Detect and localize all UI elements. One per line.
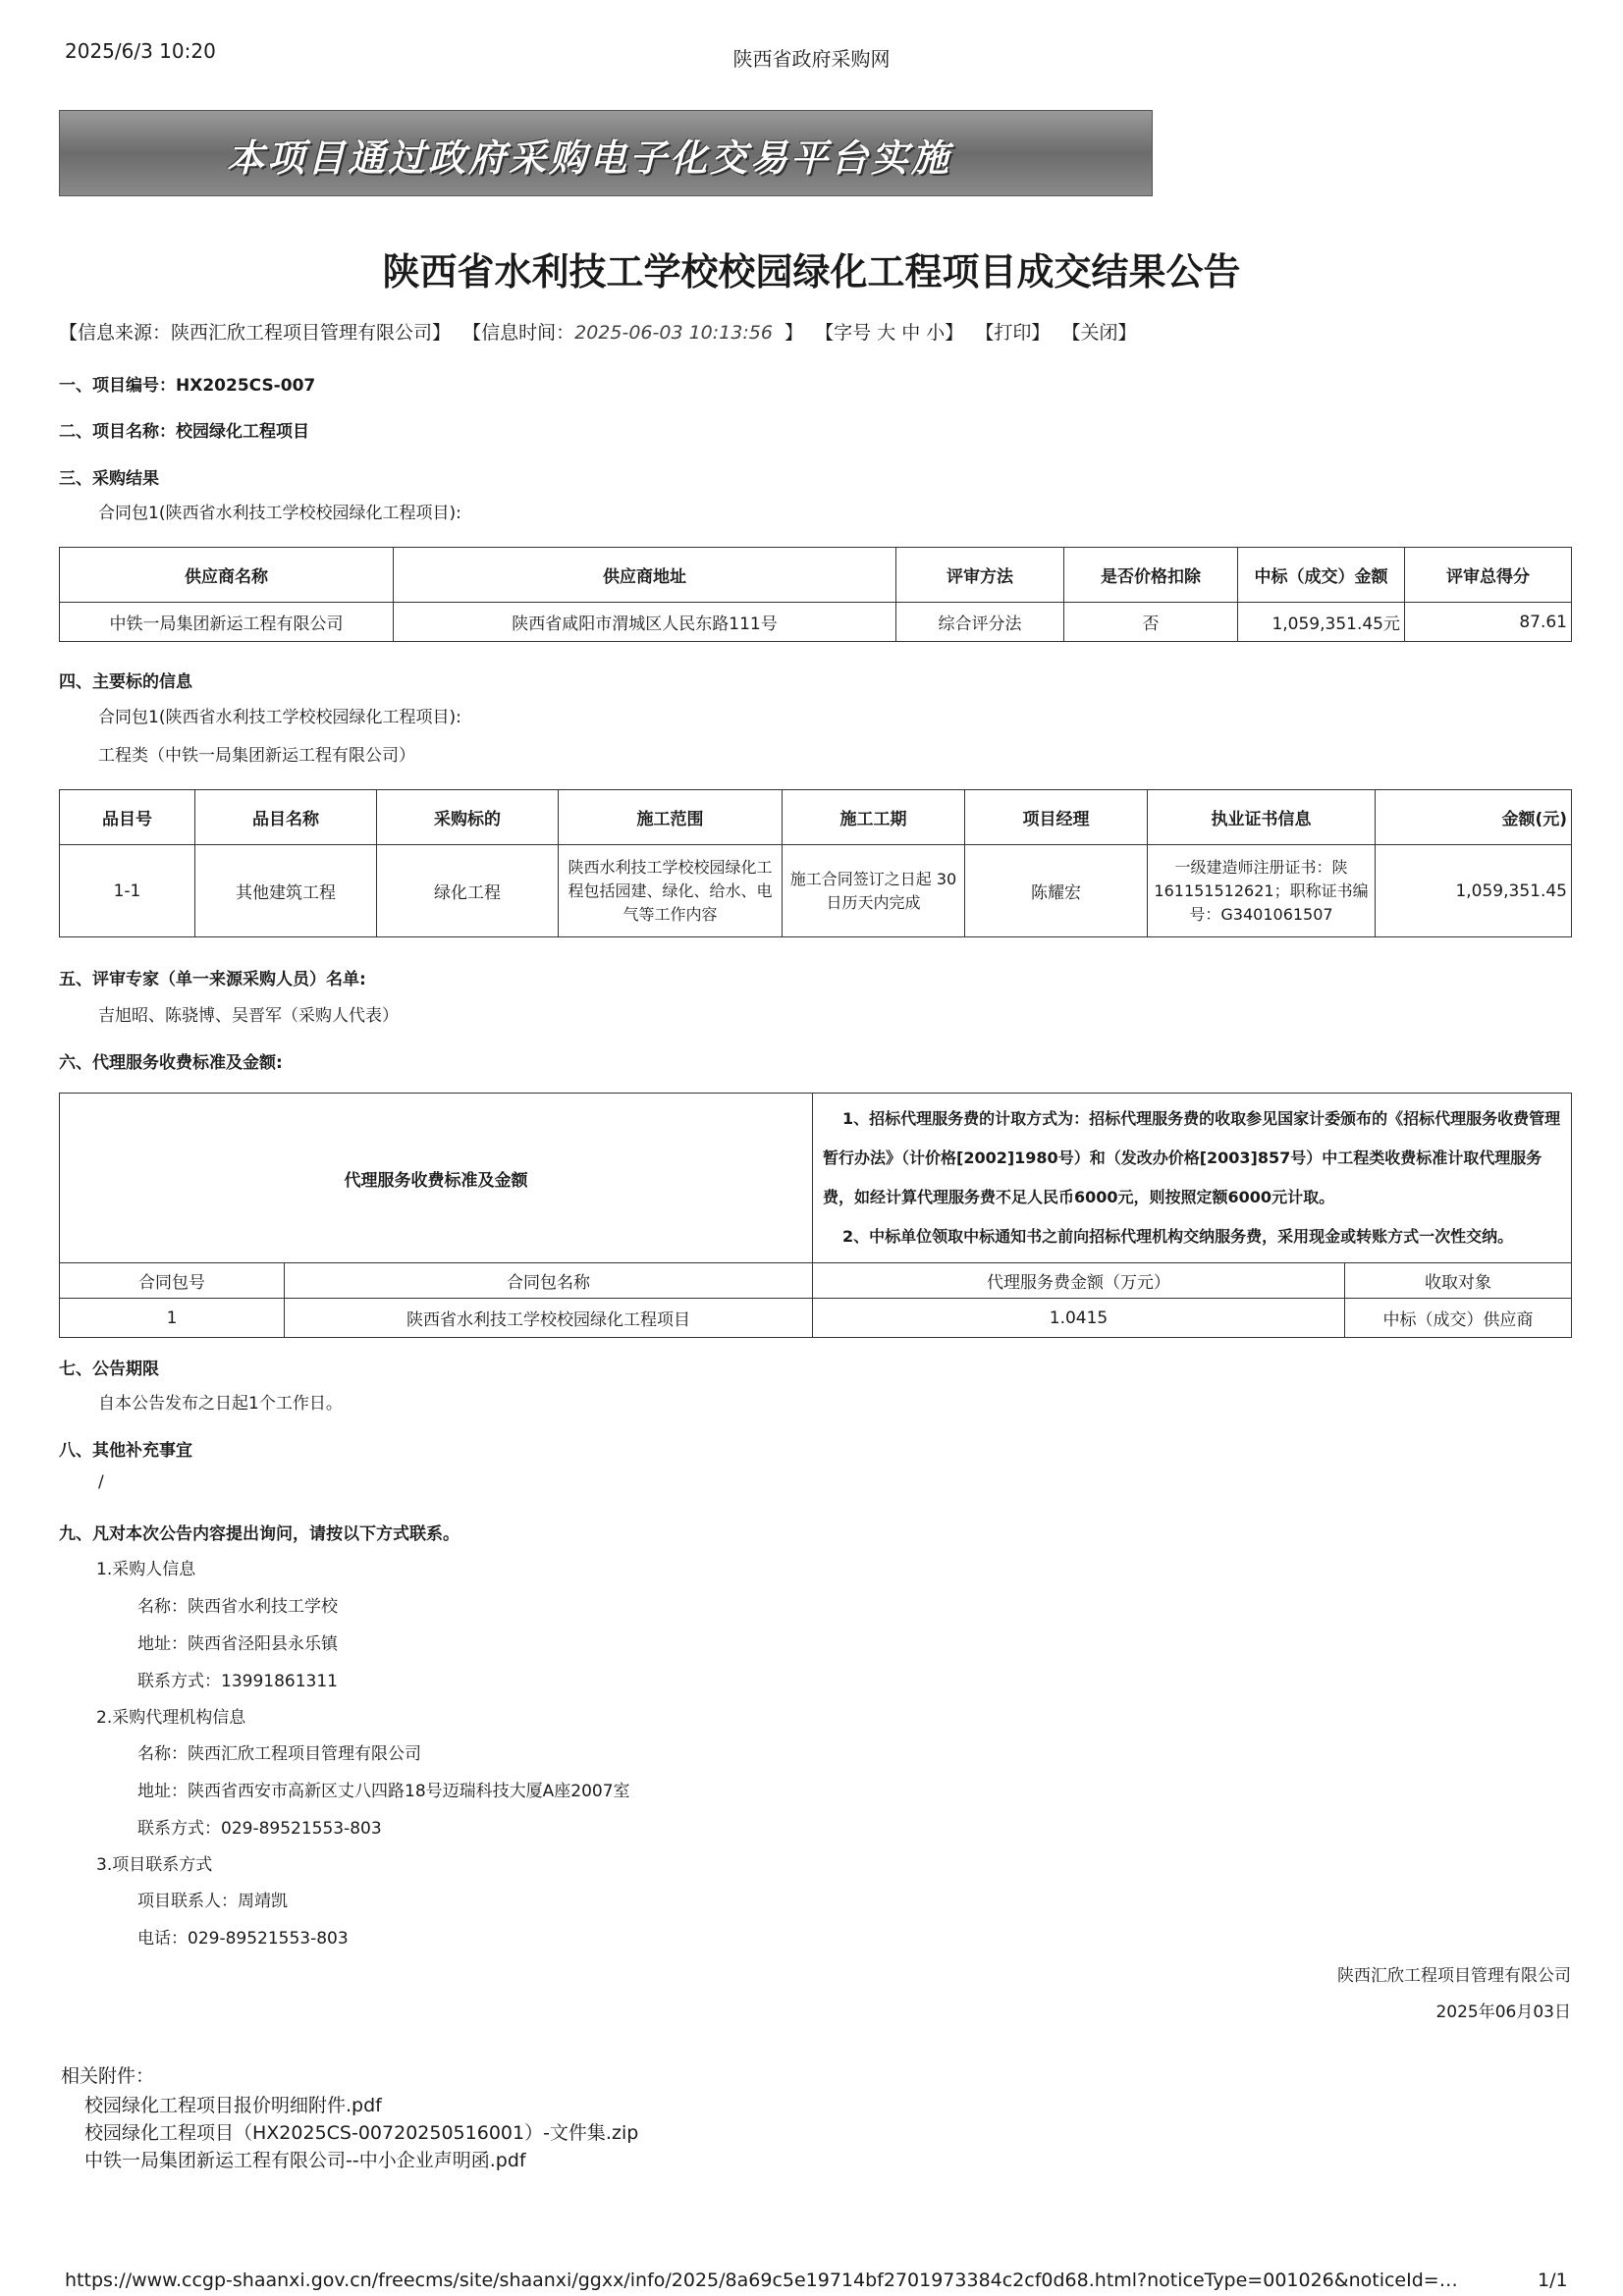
announcement-period-heading: 七、公告期限: [59, 1360, 159, 1379]
announcement-period-text: 自本公告发布之日起1个工作日。: [98, 1394, 343, 1414]
col-procurement-subject: 采购标的: [377, 790, 559, 845]
fee-standard-label: 代理服务收费标准及金额: [60, 1094, 813, 1263]
signature-org: 陕西汇欣工程项目管理有限公司: [1337, 1966, 1571, 1986]
agency-address: 地址：陕西省西安市高新区丈八四路18号迈瑞科技大厦A座2007室: [137, 1782, 630, 1801]
print-datetime: 2025/6/3 10:20: [65, 39, 216, 63]
agency-info-title: 2.采购代理机构信息: [96, 1708, 246, 1728]
font-size-control[interactable]: 【字号 大 中 小】: [815, 322, 964, 344]
result-table-header: [60, 548, 1572, 603]
table-row: [60, 603, 1572, 642]
col-package-no: 合同包号: [60, 1263, 285, 1299]
purchaser-address: 地址：陕西省泾阳县永乐镇: [137, 1634, 338, 1654]
other-matters-text: /: [98, 1472, 104, 1492]
print-site-name: 陕西省政府采购网: [732, 47, 891, 71]
construction-period: 施工合同签订之日起 30 日历天内完成: [783, 845, 965, 937]
item-amount: 1,059,351.45: [1376, 845, 1572, 937]
item-name: 其他建筑工程: [195, 845, 377, 937]
certificate-info: 一级建造师注册证书：陕161151512621；职称证书编号：G3401061507: [1148, 845, 1376, 937]
purchaser-phone: 联系方式：13991861311: [137, 1672, 338, 1691]
project-contact-title: 3.项目联系方式: [96, 1855, 213, 1875]
item-table: [59, 789, 1572, 937]
col-construction-scope: 施工范围: [559, 790, 783, 845]
procurement-result-heading: 三、采购结果: [59, 469, 159, 489]
col-amount: 金额(元): [1376, 790, 1572, 845]
contact-heading: 九、凡对本次公告内容提出询问，请按以下方式联系。: [59, 1524, 460, 1544]
other-matters-heading: 八、其他补充事宜: [59, 1441, 192, 1461]
col-item-name: 品目名称: [195, 790, 377, 845]
supplier-address: 陕西省咸阳市渭城区人民东路111号: [394, 603, 896, 642]
attachment-link[interactable]: 校园绿化工程项目报价明细附件.pdf: [84, 2095, 382, 2116]
review-method: 综合评分法: [896, 603, 1064, 642]
signature-date: 2025年06月03日: [1435, 2002, 1571, 2022]
agency-name: 名称：陕西汇欣工程项目管理有限公司: [137, 1744, 421, 1764]
project-name: 二、项目名称：校园绿化工程项目: [59, 422, 309, 442]
subject-type-label: 工程类（中铁一局集团新运工程有限公司）: [98, 746, 415, 766]
col-certificate-info: 执业证书信息: [1148, 790, 1376, 845]
main-subject-heading: 四、主要标的信息: [59, 672, 192, 692]
banner-text: 本项目通过政府采购电子化交易平台实施: [227, 136, 952, 180]
info-time-close: 】: [784, 322, 804, 344]
table-row: [60, 845, 1572, 937]
fee-table-header: [60, 1263, 1572, 1299]
project-manager: 陈耀宏: [965, 845, 1148, 937]
package-name: 陕西省水利技工学校校园绿化工程项目: [285, 1299, 813, 1338]
col-supplier-address: 供应商地址: [394, 548, 896, 603]
col-supplier-name: 供应商名称: [60, 548, 394, 603]
col-review-method: 评审方法: [896, 548, 1064, 603]
result-package-label: 合同包1(陕西省水利技工学校校园绿化工程项目):: [98, 504, 461, 523]
col-project-manager: 项目经理: [965, 790, 1148, 845]
procurement-subject: 绿化工程: [377, 845, 559, 937]
col-charge-target: 收取对象: [1345, 1263, 1572, 1299]
print-link[interactable]: 【打印】: [975, 322, 1051, 344]
fee-standard-row: [60, 1094, 1572, 1263]
fee-note-1: 1、招标代理服务费的计取方式为：招标代理服务费的收取参见国家计委颁布的《招标代理服务收费管理暂行办法》（计价格[2002]1980号）和（发改办价格[2003]857号）中工程类收费标准计取代理服务费，如经计算代理服务费不足人民币6000元，则按照定额6000元计取。: [823, 1109, 1561, 1206]
info-source: 【信息来源：陕西汇欣工程项目管理有限公司】: [59, 322, 452, 344]
col-package-name: 合同包名称: [285, 1263, 813, 1299]
info-time-label: 【信息时间：: [462, 322, 575, 344]
total-score: 87.61: [1405, 603, 1572, 642]
package-no: 1: [60, 1299, 285, 1338]
fee-note-2: 2、中标单位领取中标通知书之前向招标代理机构交纳服务费，采用现金或转账方式一次性交纳。: [842, 1227, 1514, 1246]
col-item-no: 品目号: [60, 790, 195, 845]
col-fee-amount: 代理服务费金额（万元）: [813, 1263, 1345, 1299]
experts-heading: 五、评审专家（单一来源采购人员）名单:: [59, 970, 366, 989]
col-construction-period: 施工工期: [783, 790, 965, 845]
purchaser-info-title: 1.采购人信息: [96, 1560, 196, 1579]
project-contact-phone: 电话：029-89521553-803: [137, 1929, 349, 1949]
platform-banner: [59, 110, 1153, 196]
info-time-value: 2025-06-03 10:13:56: [574, 322, 773, 344]
agency-phone: 联系方式：029-89521553-803: [137, 1819, 382, 1839]
col-award-amount: 中标（成交）金额: [1238, 548, 1405, 603]
attachments-label: 相关附件：: [61, 2065, 155, 2087]
item-table-header: [60, 790, 1572, 845]
agency-fee-heading: 六、代理服务收费标准及金额:: [59, 1053, 283, 1073]
fee-table: [59, 1093, 1572, 1338]
supplier-name: 中铁一局集团新运工程有限公司: [60, 603, 394, 642]
construction-scope: 陕西水利技工学校校园绿化工程包括园建、绿化、给水、电气等工作内容: [559, 845, 783, 937]
project-number: 一、项目编号：HX2025CS-007: [59, 376, 316, 396]
page-number: 1/1: [1538, 2269, 1568, 2291]
subject-package-label: 合同包1(陕西省水利技工学校校园绿化工程项目):: [98, 708, 461, 727]
attachment-link[interactable]: 中铁一局集团新运工程有限公司--中小企业声明函.pdf: [84, 2150, 526, 2171]
purchaser-name: 名称：陕西省水利技工学校: [137, 1597, 338, 1617]
notice-meta: [59, 318, 1136, 345]
fee-amount: 1.0415: [813, 1299, 1345, 1338]
result-table: [59, 547, 1572, 642]
award-amount: 1,059,351.45元: [1238, 603, 1405, 642]
col-total-score: 评审总得分: [1405, 548, 1572, 603]
notice-title: 陕西省水利技工学校校园绿化工程项目成交结果公告: [382, 250, 1241, 294]
attachment-link[interactable]: 校园绿化工程项目（HX2025CS-00720250516001）-文件集.zip: [84, 2122, 639, 2144]
charge-target: 中标（成交）供应商: [1345, 1299, 1572, 1338]
price-deduction: 否: [1064, 603, 1238, 642]
experts-names: 吉旭昭、陈骁博、吴晋军（采购人代表）: [98, 1006, 399, 1026]
project-contact-person: 项目联系人：周靖凯: [137, 1892, 288, 1911]
fee-standard-notes: [813, 1094, 1572, 1263]
close-link[interactable]: 【关闭】: [1061, 322, 1137, 344]
col-price-deduction: 是否价格扣除: [1064, 548, 1238, 603]
table-row: [60, 1299, 1572, 1338]
item-no: 1-1: [60, 845, 195, 937]
print-url: https://www.ccgp-shaanxi.gov.cn/freecms/site/shaanxi/ggxx/info/2025/8a69c5e19714bf2701973384c2cf0d68.html?noticeType=001026&noticeId=…: [65, 2269, 1458, 2291]
